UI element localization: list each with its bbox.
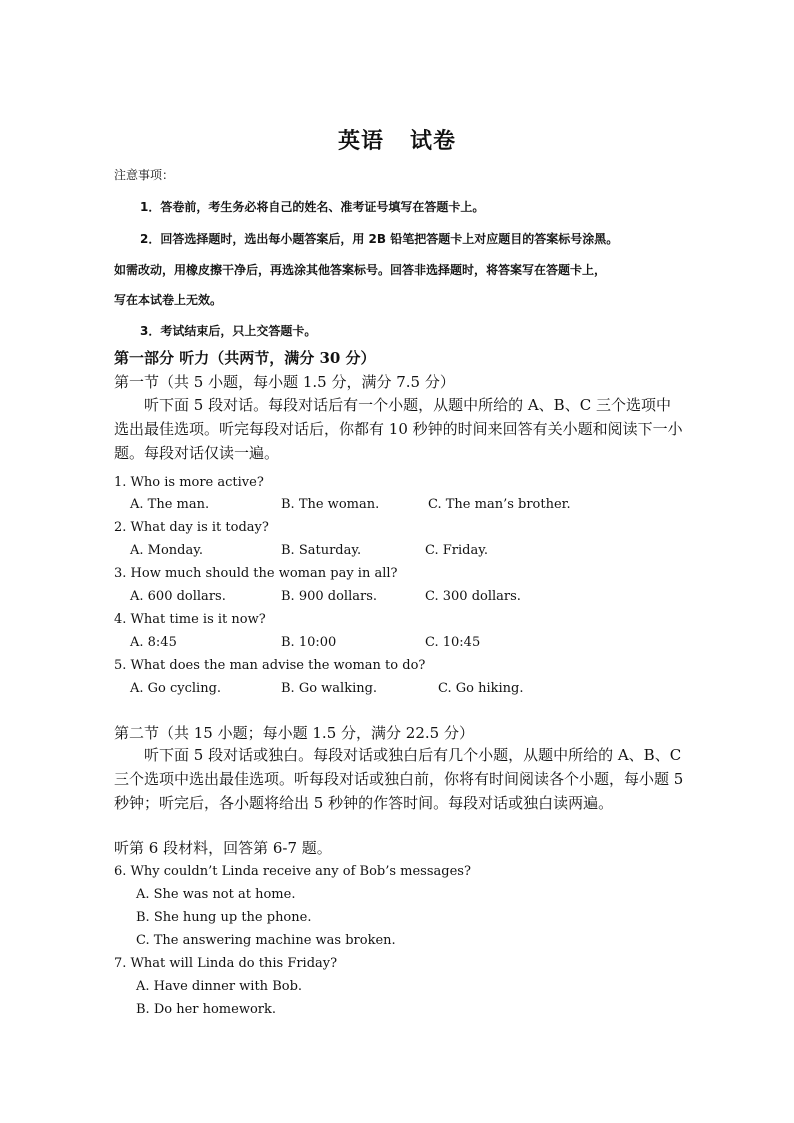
question-7: 7. What will Linda do this Friday?: [114, 956, 338, 971]
question-7-option-a: A. Have dinner with Bob.: [136, 979, 303, 994]
title-subject: 英语: [337, 128, 384, 154]
notice-item-2-line-3: 写在本试卷上无效。: [114, 293, 223, 307]
question-4-option-b: B. 10:00: [281, 635, 337, 650]
question-5-option-b: B. Go walking.: [281, 681, 378, 696]
question-6: 6. Why couldn’t Linda receive any of Bob’s messages?: [114, 864, 471, 879]
question-1-option-b: B. The woman.: [281, 497, 380, 512]
notice-item-1: 1．答卷前，考生务必将自己的姓名、准考证号填写在答题卡上。: [140, 200, 485, 214]
question-4-option-a: A. 8:45: [130, 635, 177, 650]
question-2-option-b: B. Saturday.: [281, 543, 362, 558]
question-4: 4. What time is it now?: [114, 612, 266, 627]
question-3: 3. How much should the woman pay in all?: [114, 566, 398, 581]
question-1-option-a: A. The man.: [130, 497, 210, 512]
question-3-option-a: A. 600 dollars.: [130, 589, 226, 604]
question-1: 1. Who is more active?: [114, 475, 264, 490]
notice-item-3: 3．考试结束后，只上交答题卡。: [140, 324, 317, 338]
question-5-option-a: A. Go cycling.: [130, 681, 222, 696]
section2-directions: 听下面 5 段对话或独白。每段对话或独白后有几个小题，从题中所给的 A、B、C 三个选项中选出最佳选项。听每段对话或独白前，你将有时间阅读各个小题，每小题 5 秒钟；听完后，各小题将给出 5 秒钟的作答时间。每段对话或独白读两遍。: [114, 746, 684, 812]
question-2: 2. What day is it today?: [114, 520, 269, 535]
question-4-option-c: C. 10:45: [425, 635, 481, 650]
section1-title: 第一节（共 5 小题，每小题 1.5 分，满分 7.5 分）: [114, 373, 455, 391]
question-2-option-a: A. Monday.: [130, 543, 203, 558]
part1-title: 第一部分 听力（共两节，满分 30 分）: [114, 349, 376, 367]
section2-title: 第二节（共 15 小题；每小题 1.5 分，满分 22.5 分）: [114, 724, 474, 742]
question-3-option-c: C. 300 dollars.: [425, 589, 521, 604]
question-1-option-c: C. The man’s brother.: [428, 497, 571, 512]
question-5: 5. What does the man advise the woman to do?: [114, 658, 426, 673]
notice-item-2-line-1: 2．回答选择题时，选出每小题答案后，用 2B 铅笔把答题卡上对应题目的答案标号涂黑。: [140, 232, 619, 246]
notice-item-2-line-2: 如需改动，用橡皮擦干净后，再选涂其他答案标号。回答非选择题时，将答案写在答题卡上，: [114, 263, 607, 277]
question-2-option-c: C. Friday.: [425, 543, 488, 558]
question-6-option-b: B. She hung up the phone.: [136, 910, 312, 925]
page-title: [0, 124, 794, 155]
question-6-option-c: C. The answering machine was broken.: [136, 933, 396, 948]
question-3-option-b: B. 900 dollars.: [281, 589, 377, 604]
notice-heading: 注意事项：: [114, 168, 175, 182]
question-7-option-b: B. Do her homework.: [136, 1002, 277, 1017]
section1-directions: 听下面 5 段对话。每段对话后有一个小题，从题中所给的 A、B、C 三个选项中选出最佳选项。听完每段对话后，你都有 10 秒钟的时间来回答有关小题和阅读下一小题。每段对话仅读一遍。: [114, 396, 683, 462]
question-5-option-c: C. Go hiking.: [438, 681, 524, 696]
title-paper: 试卷: [410, 128, 457, 154]
question-6-option-a: A. She was not at home.: [136, 887, 296, 902]
material-6-instruction: 听第 6 段材料，回答第 6-7 题。: [114, 839, 332, 857]
